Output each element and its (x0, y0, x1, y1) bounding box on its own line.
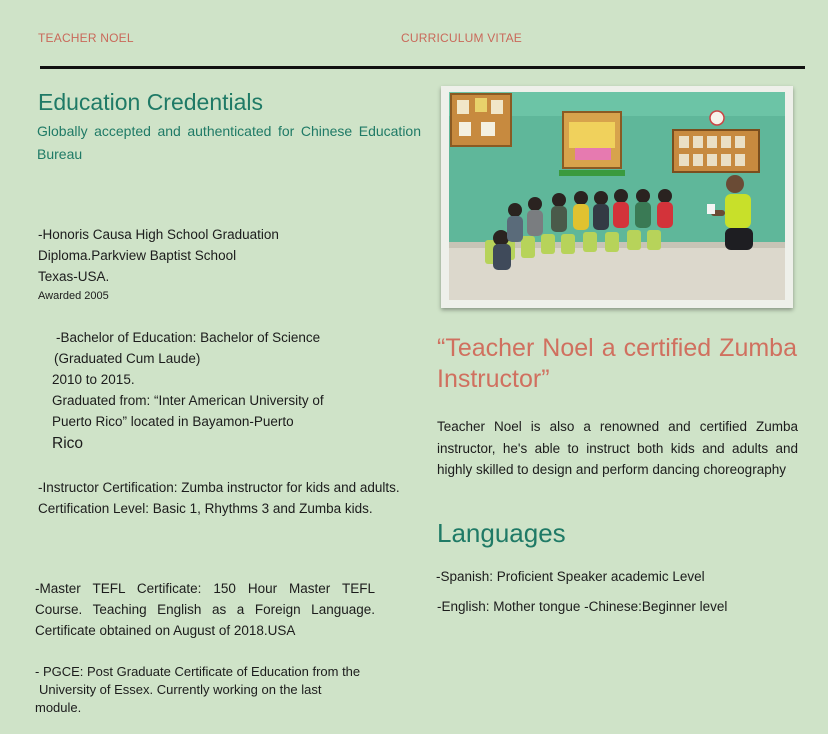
instructor-level: Certification Level: Basic 1, Rhythms 3 and Zumba kids. (38, 501, 373, 516)
highschool-line: Diploma.Parkview Baptist School (38, 248, 237, 263)
bachelor-line: Graduated from: “Inter American University of (52, 393, 324, 408)
language-spanish: -Spanish: Proficient Speaker academic Level (436, 569, 705, 584)
pgce-entry (35, 663, 360, 717)
languages-title: Languages (437, 518, 566, 548)
pgce-line: - PGCE: Post Graduate Certificate of Education from the (35, 664, 361, 679)
highschool-line: -Honoris Causa High School Graduation (38, 227, 279, 242)
pgce-line: module. (35, 700, 82, 715)
zumba-quote: “Teacher Noel a certified Zumba Instructor” (437, 334, 797, 393)
bachelor-line: 2010 to 2015. (52, 372, 135, 387)
highschool-line: Texas-USA. (38, 269, 110, 284)
tefl-line: -Master TEFL Certificate: 150 Hour Master TEFL (35, 581, 375, 596)
education-title: Education Credentials (38, 89, 264, 115)
bachelor-line: Rico (52, 435, 84, 452)
zumba-description: Teacher Noel is also a renowned and certified Zumba instructor, he's able to instruct both kids and adults and highly skilled to design and perform dancing choreography (437, 419, 798, 477)
bachelor-line: (Graduated Cum Laude) (54, 351, 201, 366)
header-title: CURRICULUM VITAE (401, 31, 522, 45)
bachelor-entry (52, 327, 324, 456)
pgce-line: University of Essex. Currently working on the last (39, 682, 322, 697)
header-divider (40, 66, 805, 69)
classroom-photo-image (449, 92, 785, 300)
bachelor-line: Puerto Rico” located in Bayamon-Puerto (52, 414, 294, 429)
tefl-line: Certificate obtained on August of 2018.USA (35, 623, 296, 638)
tefl-line: Course. Teaching English as a Foreign Language. (35, 602, 375, 617)
instructor-entry (38, 477, 420, 519)
header-name: TEACHER NOEL (38, 31, 134, 45)
education-subtitle: Globally accepted and authenticated for Chinese Education Bureau (37, 123, 421, 162)
highschool-entry (38, 224, 279, 305)
highschool-year: Awarded 2005 (38, 290, 109, 302)
instructor-text: -Instructor Certification: Zumba instructor for kids and adults. (38, 480, 400, 495)
language-english: -English: Mother tongue -Chinese:Beginner level (437, 599, 728, 614)
classroom-photo (441, 86, 793, 308)
tefl-entry (35, 578, 375, 641)
bachelor-line: -Bachelor of Education: Bachelor of Science (56, 330, 321, 345)
